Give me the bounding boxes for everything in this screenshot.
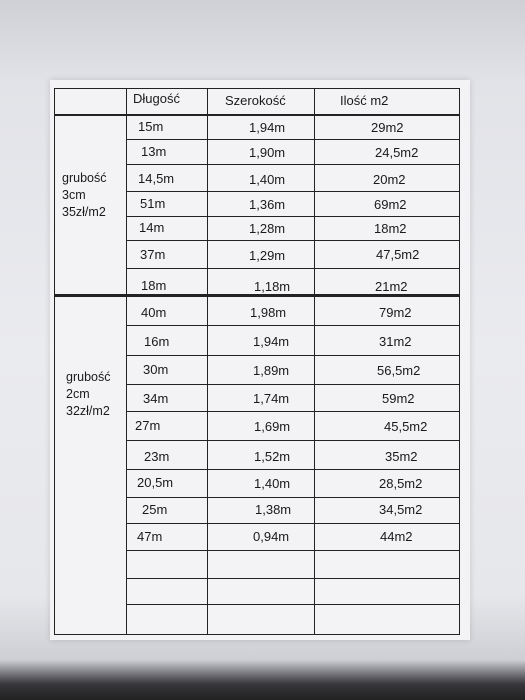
cell-width: 1,38m (255, 502, 292, 517)
cell-length: 18m (141, 278, 167, 293)
group-label-line: 2cm (66, 387, 90, 401)
cell-area: 29m2 (371, 120, 404, 135)
table-border-bottom (54, 634, 460, 635)
cell-width: 1,98m (250, 305, 287, 320)
cell-length: 37m (140, 247, 166, 262)
row-divider (126, 469, 460, 470)
row-divider (126, 268, 460, 269)
cell-length: 13m (141, 144, 167, 159)
cell-width: 1,40m (254, 476, 291, 491)
cell-width: 1,94m (253, 334, 290, 349)
group-label-line: grubość (62, 171, 107, 185)
cell-area: 21m2 (375, 279, 408, 294)
cell-area: 59m2 (382, 391, 415, 406)
header-length: Długość (133, 91, 180, 106)
cell-length: 14,5m (138, 171, 175, 186)
group-label-line: 32zł/m2 (66, 404, 110, 418)
cell-length: 15m (138, 119, 164, 134)
column-divider-2 (207, 88, 208, 635)
table-border-right (459, 88, 460, 635)
cell-length: 25m (142, 502, 168, 517)
row-divider (126, 240, 460, 241)
cell-width: 1,29m (249, 248, 286, 263)
cell-length: 30m (143, 362, 169, 377)
column-divider-3 (314, 88, 315, 635)
cell-length: 27m (135, 418, 161, 433)
cell-area: 18m2 (374, 221, 407, 236)
table-border-top (54, 88, 460, 89)
header-divider (54, 114, 460, 116)
cell-length: 47m (137, 529, 163, 544)
cell-length: 40m (141, 305, 167, 320)
group-separator (54, 294, 460, 297)
row-divider (126, 604, 460, 605)
row-divider (126, 164, 460, 165)
cell-area: 44m2 (380, 529, 413, 544)
cell-width: 1,90m (249, 145, 286, 160)
cell-width: 1,74m (253, 391, 290, 406)
header-area: Ilość m2 (340, 93, 389, 108)
table-border-left (54, 88, 55, 635)
cell-width: 1,94m (249, 120, 286, 135)
cell-width: 0,94m (253, 529, 290, 544)
cell-area: 56,5m2 (377, 363, 421, 378)
group-label-line: 35zł/m2 (62, 205, 106, 219)
cell-length: 20,5m (137, 475, 174, 490)
column-divider-1 (126, 88, 127, 635)
cell-width: 1,28m (249, 221, 286, 236)
row-divider (126, 139, 460, 140)
row-divider (126, 384, 460, 385)
row-divider (126, 497, 460, 498)
group-label-3cm (62, 170, 106, 221)
cell-width: 1,18m (254, 279, 291, 294)
cell-area: 47,5m2 (376, 247, 420, 262)
row-divider (126, 355, 460, 356)
row-divider (126, 325, 460, 326)
cell-length: 16m (144, 334, 170, 349)
cell-area: 35m2 (385, 449, 418, 464)
row-divider (126, 411, 460, 412)
row-divider (126, 191, 460, 192)
row-divider (126, 216, 460, 217)
group-label-line: 3cm (62, 188, 86, 202)
cell-area: 69m2 (374, 197, 407, 212)
header-width: Szerokość (225, 93, 286, 108)
group-label-line: grubość (66, 370, 111, 384)
cell-width: 1,52m (254, 449, 291, 464)
cell-area: 34,5m2 (379, 502, 423, 517)
cell-length: 51m (140, 196, 166, 211)
cell-length: 23m (144, 449, 170, 464)
cell-width: 1,40m (249, 172, 286, 187)
cell-length: 14m (139, 220, 165, 235)
cell-width: 1,69m (254, 419, 291, 434)
cell-area: 20m2 (373, 172, 406, 187)
row-divider (126, 550, 460, 551)
group-label-2cm (66, 369, 110, 420)
cell-area: 28,5m2 (379, 476, 423, 491)
cell-area: 31m2 (379, 334, 412, 349)
cell-area: 79m2 (379, 305, 412, 320)
monitor-bezel-shadow (0, 660, 525, 700)
cell-area: 45,5m2 (384, 419, 428, 434)
row-divider (126, 523, 460, 524)
cell-area: 24,5m2 (375, 145, 419, 160)
cell-width: 1,89m (253, 363, 290, 378)
cell-width: 1,36m (249, 197, 286, 212)
row-divider (126, 578, 460, 579)
row-divider (126, 440, 460, 441)
cell-length: 34m (143, 391, 169, 406)
